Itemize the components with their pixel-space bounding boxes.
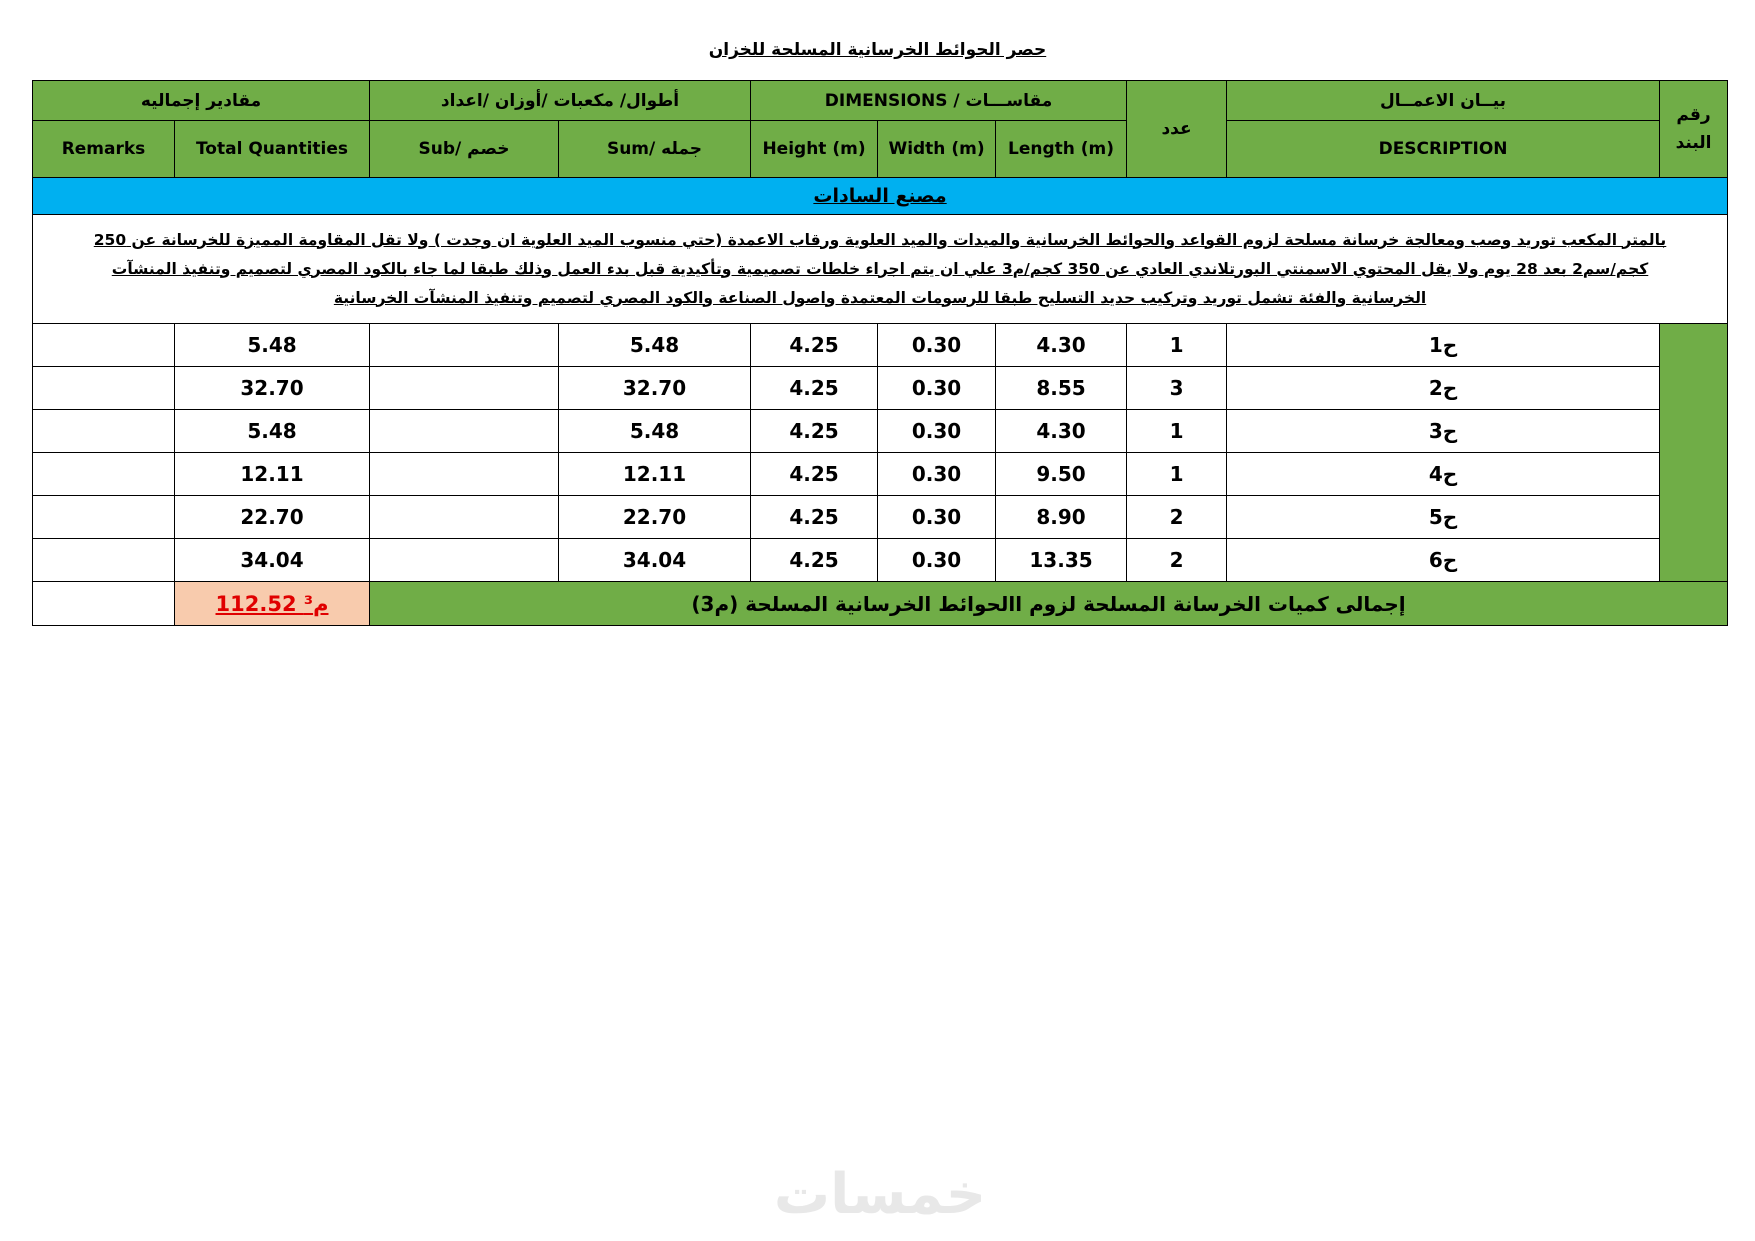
cell-sum: 12.11 [559, 453, 751, 496]
cell-sum: 22.70 [559, 496, 751, 539]
table-row [33, 367, 1728, 410]
cell-width: 0.30 [878, 453, 996, 496]
page-title-text: حصر الحوائط الخرسانية المسلحة للخزان [708, 40, 1047, 60]
cell-length: 8.90 [996, 496, 1127, 539]
header-height: Height (m) [751, 121, 878, 178]
cell-remarks [33, 496, 175, 539]
cell-total: 34.04 [175, 539, 370, 582]
cell-sum: 34.04 [559, 539, 751, 582]
cell-count: 1 [1127, 410, 1227, 453]
cell-label: ح3 [1227, 410, 1660, 453]
description-line: الخرسانية والفئة تشمل توريد وتركيب حديد التسليح طبقا للرسومات المعتمدة واصول الصناعة والكود المصري لتصميم وتنفيذ المنشآت الخرسانية [333, 288, 1427, 307]
cell-count: 3 [1127, 367, 1227, 410]
cell-width: 0.30 [878, 410, 996, 453]
cell-total: 22.70 [175, 496, 370, 539]
cell-label: ح1 [1227, 324, 1660, 367]
quantities-table [32, 80, 1728, 626]
page-title [0, 40, 1755, 60]
cell-remarks [33, 410, 175, 453]
item-number-column [1660, 324, 1728, 582]
cell-height: 4.25 [751, 539, 878, 582]
cell-width: 0.30 [878, 367, 996, 410]
cell-length: 8.55 [996, 367, 1127, 410]
cell-length: 4.30 [996, 324, 1127, 367]
description-line: كجم/سم2 بعد 28 يوم ولا يقل المحتوي الاسمنتي البورتلاندي العادي عن 350 كجم/م3 علي ان يتم اجراء خلطات تصميمية وتأكيدية قبل بدء العمل وذلك طبقا لما جاء بالكود المصري لتصميم وتنفيذ المنشآت [111, 259, 1649, 278]
cell-count: 1 [1127, 324, 1227, 367]
table-row [33, 539, 1728, 582]
total-row [33, 582, 1728, 626]
cell-count: 2 [1127, 539, 1227, 582]
table-row [33, 496, 1728, 539]
header-description: DESCRIPTION [1227, 121, 1660, 178]
cell-height: 4.25 [751, 496, 878, 539]
cell-sum: 32.70 [559, 367, 751, 410]
watermark-logo: خمسات [773, 1162, 987, 1227]
header-total-quantities: Total Quantities [175, 121, 370, 178]
header-lengths-volumes: أطوال/ مكعبات /أوزان /اعداد [370, 81, 751, 121]
cell-sum: 5.48 [559, 324, 751, 367]
header-length: Length (m) [996, 121, 1127, 178]
header-count: عدد [1127, 81, 1227, 178]
total-quantity: 112.52 م³ [175, 582, 370, 626]
cell-remarks [33, 324, 175, 367]
table-row [33, 410, 1728, 453]
cell-label: ح2 [1227, 367, 1660, 410]
cell-height: 4.25 [751, 367, 878, 410]
cell-sub [370, 324, 559, 367]
cell-sub [370, 539, 559, 582]
cell-label: ح5 [1227, 496, 1660, 539]
section-title [33, 178, 1728, 215]
cell-count: 1 [1127, 453, 1227, 496]
cell-height: 4.25 [751, 324, 878, 367]
cell-label: ح6 [1227, 539, 1660, 582]
cell-length: 13.35 [996, 539, 1127, 582]
cell-height: 4.25 [751, 453, 878, 496]
cell-label: ح4 [1227, 453, 1660, 496]
header-item-no: رقم البند [1660, 81, 1728, 178]
header-dimensions: DIMENSIONS / مقاســـات [751, 81, 1127, 121]
cell-remarks [33, 367, 175, 410]
cell-width: 0.30 [878, 496, 996, 539]
cell-remarks [33, 539, 175, 582]
total-remarks [33, 582, 175, 626]
header-sum: Sum/ جمله [559, 121, 751, 178]
cell-length: 9.50 [996, 453, 1127, 496]
cell-sub [370, 367, 559, 410]
cell-total: 12.11 [175, 453, 370, 496]
cell-sum: 5.48 [559, 410, 751, 453]
cell-sub [370, 453, 559, 496]
header-work-statement: بيــان الاعمــال [1227, 81, 1660, 121]
cell-width: 0.30 [878, 324, 996, 367]
cell-width: 0.30 [878, 539, 996, 582]
header-total-amounts: مقادير إجماليه [33, 81, 370, 121]
cell-height: 4.25 [751, 410, 878, 453]
cell-total: 32.70 [175, 367, 370, 410]
cell-count: 2 [1127, 496, 1227, 539]
table-row [33, 324, 1728, 367]
cell-total: 5.48 [175, 410, 370, 453]
header-width: Width (m) [878, 121, 996, 178]
header-remarks: Remarks [33, 121, 175, 178]
header-sub: Sub/ خصم [370, 121, 559, 178]
cell-total: 5.48 [175, 324, 370, 367]
item-description [33, 215, 1728, 324]
section-title-text: مصنع السادات [813, 185, 947, 207]
description-line: بالمتر المكعب توريد وصب ومعالجة خرسانة مسلحة لزوم القواعد والحوائط الخرسانية والميدات والميد العلوية ورقاب الاعمدة (حتي منسوب الميد العلوية ان وجدت ) ولا تقل المقاومة المميزة للخرسانة عن 250 [93, 230, 1667, 249]
cell-length: 4.30 [996, 410, 1127, 453]
cell-remarks [33, 453, 175, 496]
table-row [33, 453, 1728, 496]
cell-sub [370, 496, 559, 539]
cell-sub [370, 410, 559, 453]
total-label: إجمالى كميات الخرسانة المسلحة لزوم االحوائط الخرسانية المسلحة (م3) [370, 582, 1728, 626]
